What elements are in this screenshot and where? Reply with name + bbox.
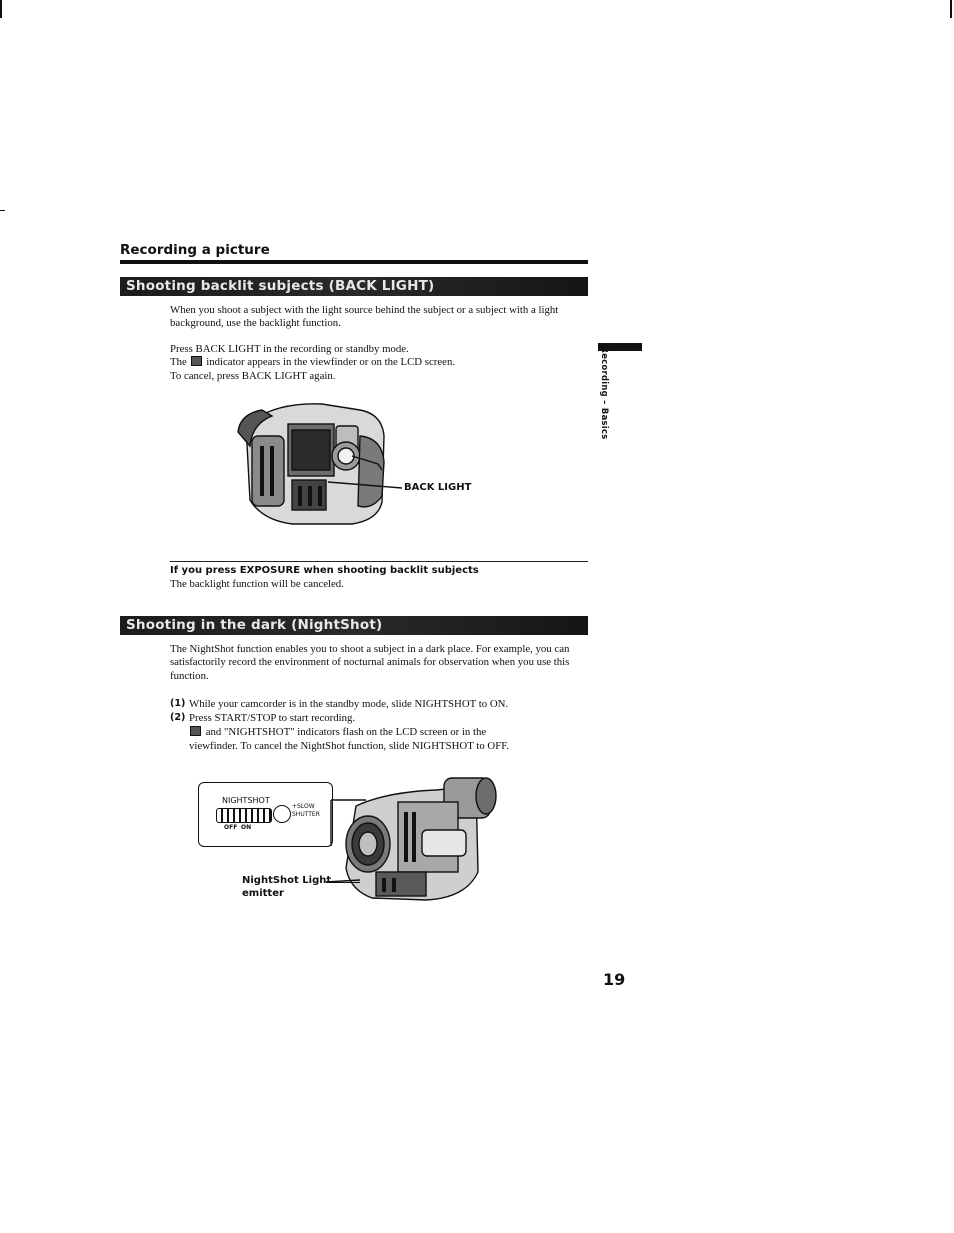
backlight-intro-text: When you shoot a subject with the light source behind the subject or a subject with a light background, use the backlight function. <box>170 304 559 330</box>
nightshot-banner <box>120 616 588 635</box>
nightshot-switch-slider <box>216 808 272 823</box>
page-number: 19 <box>603 970 626 989</box>
step-1-text: While your camcorder is in the standby mode, slide NIGHTSHOT to ON. <box>189 698 509 710</box>
step-2-detail-1: and "NIGHTSHOT" indicators flash on the LCD screen or in the <box>205 726 487 738</box>
side-tab-text: Recording – Basics <box>600 346 610 440</box>
nightshot-emitter-label <box>242 874 331 900</box>
backlight-instruction-2-post: indicator appears in the viewfinder or on the LCD screen. <box>206 356 456 369</box>
nightshot-intro-text: The NightShot function enables you to shoot a subject in a dark place. For example, you can satisfactorily record the environment of nocturnal animals for observation when you use this function. <box>170 643 570 682</box>
step-1-number: (1) <box>170 698 186 709</box>
backlight-banner <box>120 277 588 296</box>
note-heading: If you press EXPOSURE when shooting backlit subjects <box>170 565 479 576</box>
header-rule <box>120 260 588 264</box>
note-divider <box>170 561 588 562</box>
nightshot-steps <box>170 697 509 753</box>
emitter-label-line-1: NightShot Light <box>242 875 332 886</box>
camcorder-front-illustration <box>326 772 506 904</box>
step-2-detail-line2 <box>170 739 509 753</box>
nightshot-switch-callout <box>198 782 333 847</box>
slow-shutter-label-2: SHUTTER <box>292 811 320 818</box>
slow-shutter-label-1: +SLOW <box>292 803 315 810</box>
switch-on-label: ON <box>241 824 252 831</box>
backlight-indicator-icon <box>191 356 202 366</box>
edge-tick <box>0 210 5 211</box>
step-2 <box>170 711 509 725</box>
back-light-callout-label: BACK LIGHT <box>404 482 472 493</box>
backlight-instruction-3: To cancel, press BACK LIGHT again. <box>170 369 336 382</box>
note-text: The backlight function will be canceled. <box>170 578 344 590</box>
section-title: Recording a picture <box>120 242 270 258</box>
step-2-text: Press START/STOP to start recording. <box>189 712 356 724</box>
slow-shutter-button-icon <box>273 805 291 823</box>
backlight-instructions <box>170 343 580 383</box>
switch-off-label: OFF <box>224 824 238 831</box>
step-2-number: (2) <box>170 712 186 723</box>
backlight-intro <box>170 304 580 331</box>
backlight-instruction-2 <box>170 356 580 369</box>
backlight-instruction-1: Press BACK LIGHT in the recording or standby mode. <box>170 343 409 355</box>
crop-mark-left <box>0 0 2 18</box>
nightshot-banner-title: Shooting in the dark (NightShot) <box>126 617 383 633</box>
backlight-banner-title: Shooting backlit subjects (BACK LIGHT) <box>126 278 435 294</box>
nightshot-intro <box>170 643 590 683</box>
nightshot-indicator-icon <box>190 726 201 736</box>
camcorder-rear-illustration <box>232 396 472 528</box>
step-2-detail <box>170 725 509 739</box>
step-1 <box>170 697 509 711</box>
step-2-detail-2: viewfinder. To cancel the NightShot function, slide NIGHTSHOT to OFF. <box>189 740 510 752</box>
nightshot-switch-label: NIGHTSHOT <box>222 796 270 805</box>
backlight-instruction-2-pre: The <box>170 356 187 369</box>
emitter-label-line-2: emitter <box>242 888 284 899</box>
crop-mark-right <box>950 0 952 18</box>
